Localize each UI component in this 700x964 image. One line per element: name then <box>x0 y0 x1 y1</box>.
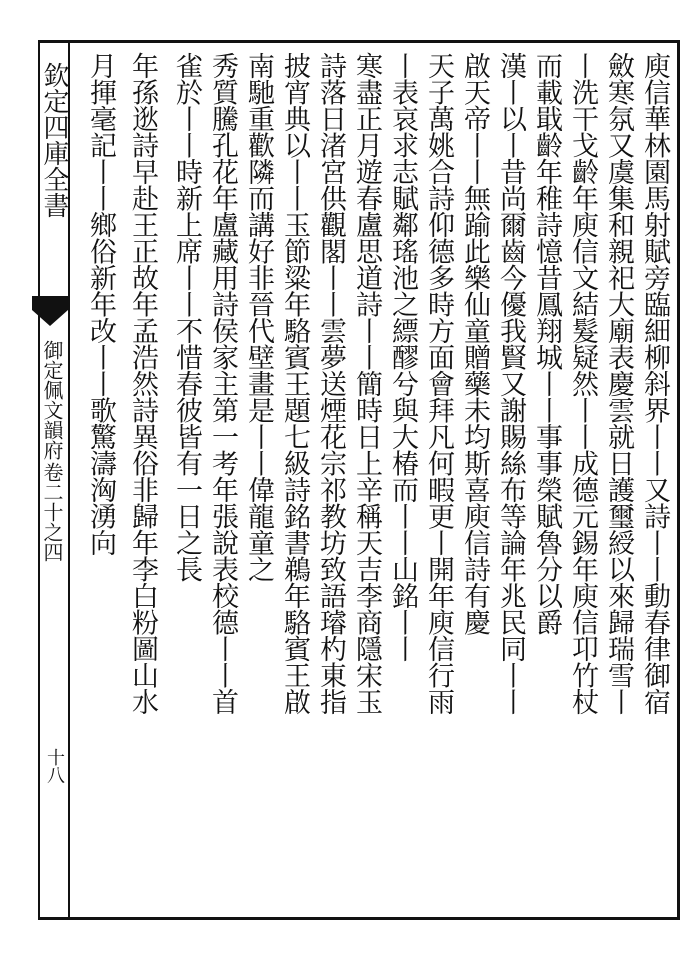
bottom-border <box>38 917 680 920</box>
text-column-5: 漢丨以丨昔尚爾齒今優我賢又謝賜絲布等論年兆民同丨丨 <box>495 52 526 715</box>
text-column-3: 丨洗干戈齡年庾信文結髮疑然丨丨成德元錫年庾信卭竹杖 <box>567 52 598 715</box>
text-column-1: 庾信華林園馬射賦旁臨細柳斜界丨丨又詩丨丨動春律御宿 <box>639 52 670 715</box>
text-column-12: 南馳重歡隣而講好非晉代壁畫是丨丨偉龍童之 <box>243 52 274 582</box>
text-column-2: 斂寒氛又虞集和親祀大廟表慶雲就日護璽綬以來歸瑞雪丨 <box>603 52 634 715</box>
text-column-6: 啟天帝丨丨無踰此樂仙童贈藥未均斯喜庾信詩有慶 <box>459 52 490 635</box>
volume-label: 卷二十之四 <box>40 462 64 562</box>
fish-tail-mark-icon <box>32 296 68 332</box>
book-title: 欽定四庫全書 <box>39 62 69 218</box>
text-column-7: 天子萬姚合詩仰德多時方面會拜凡何暇更丨開年庾信行雨 <box>423 52 454 715</box>
top-border <box>38 40 680 43</box>
text-column-4: 而載戢齡年稚詩憶昔鳳翔城丨丨事事榮賦魯分以爵 <box>531 52 562 635</box>
text-column-13: 秀質騰孔花年盧藏用詩侯家主第一考年張說表校德丨丨首 <box>207 52 238 715</box>
text-column-15: 年孫逖詩早赴王正故年孟浩然詩異俗非歸年李白粉圖山水 <box>127 52 158 715</box>
text-column-16: 月揮毫記丨丨鄉俗新年改丨丨歌驚濤洶湧向 <box>85 52 116 556</box>
section-title: 御定佩文韻府 <box>40 340 64 460</box>
text-column-11: 披宵典以丨丨玉節粱年駱賓王題七級詩銘書鵜年駱賓王啟 <box>279 52 310 715</box>
text-column-8: 丨表哀求志賦鄰瑤池之縹醪兮與大椿而丨丨山銘丨丨 <box>387 52 418 662</box>
right-border <box>677 40 680 920</box>
text-column-9: 寒盡正月遊春盧思道詩丨丨簡時日上辛稱天吉李商隱宋玉 <box>351 52 382 715</box>
text-column-10: 詩落日渚宮供觀閣丨丨雲夢送煙花宗祁教坊致語璿杓東指 <box>315 52 346 715</box>
page-number: 十八 <box>44 748 65 784</box>
text-column-14: 雀於丨丨時新上席丨丨不惜春彼皆有一日之長 <box>171 52 202 582</box>
